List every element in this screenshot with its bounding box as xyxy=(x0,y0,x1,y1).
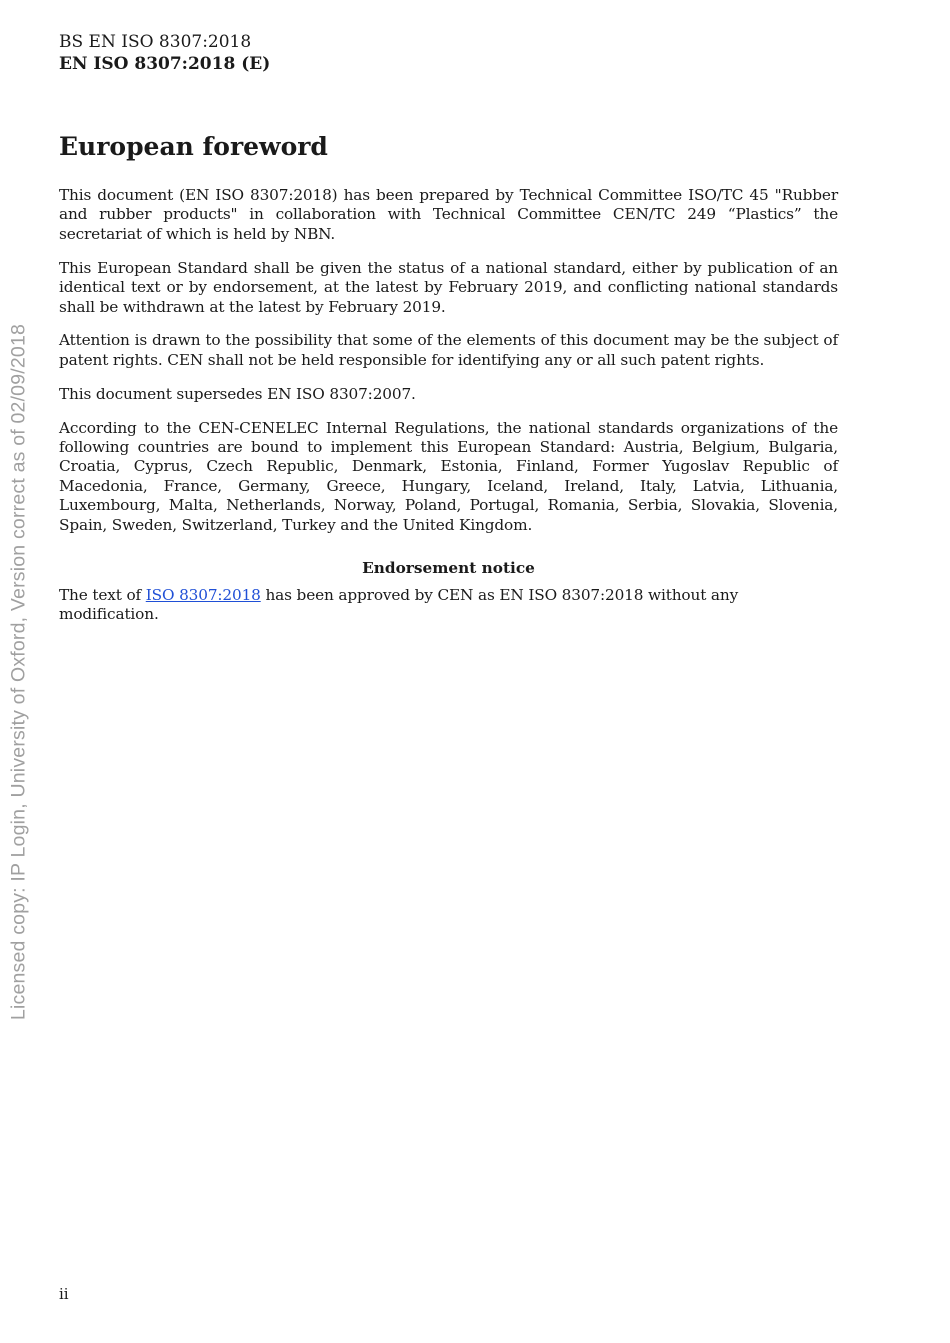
endorsement-notice-text xyxy=(59,586,838,625)
endorsement-text-after: has been approved by CEN as EN ISO 8307:2018 without any modification. xyxy=(59,585,739,623)
license-watermark: Licensed copy: IP Login, University of Oxford, Version correct as of 02/09/2018 xyxy=(7,323,30,1021)
document-header xyxy=(59,31,459,75)
standard-designation-english: EN ISO 8307:2018 (E) xyxy=(59,54,271,74)
page-number: ii xyxy=(59,1285,69,1303)
iso-standard-link[interactable]: ISO 8307:2018 xyxy=(145,585,261,604)
paragraph-status: This European Standard shall be given the status of a national standard, either by publication of an identical text or by endorsement, at the latest by February 2019, and conflicting national standards shall be withdrawn at the latest by February 2019. xyxy=(59,258,838,316)
page-title: European foreword xyxy=(59,132,328,161)
foreword-body xyxy=(59,186,838,624)
endorsement-text-before: The text of xyxy=(59,585,146,604)
endorsement-notice-heading: Endorsement notice xyxy=(362,559,535,578)
paragraph-preparation: This document (EN ISO 8307:2018) has been prepared by Technical Committee ISO/TC 45 "Rubber and rubber products" in collaboration with Technical Committee CEN/TC 249 “Plastics” the secretariat of which is held by NBN. xyxy=(59,186,838,243)
paragraph-supersedes: This document supersedes EN ISO 8307:2007. xyxy=(59,384,416,403)
paragraph-countries: According to the CEN-CENELEC Internal Regulations, the national standards organizations of the following countries are bound to implement this European Standard: Austria, Belgium, Bulgaria, Croatia, Cyprus, Czech Republic, Denmark, Estonia, Finland, Former Yugoslav Republic of Macedonia, France, Germany, Greece, Hungary, Iceland, Ireland, Italy, Latvia, Lithuania, Luxembourg, Malta, Netherlands, Norway, Poland, Portugal, Romania, Serbia, Slovakia, Slovenia, Spain, Sweden, Switzerland, Turkey and the United Kingdom. xyxy=(59,418,838,534)
standard-designation: BS EN ISO 8307:2018 xyxy=(59,32,252,52)
paragraph-patent-rights: Attention is drawn to the possibility that some of the elements of this document may be the subject of patent rights. CEN shall not be held responsible for identifying any or all such patent rights. xyxy=(59,331,838,369)
